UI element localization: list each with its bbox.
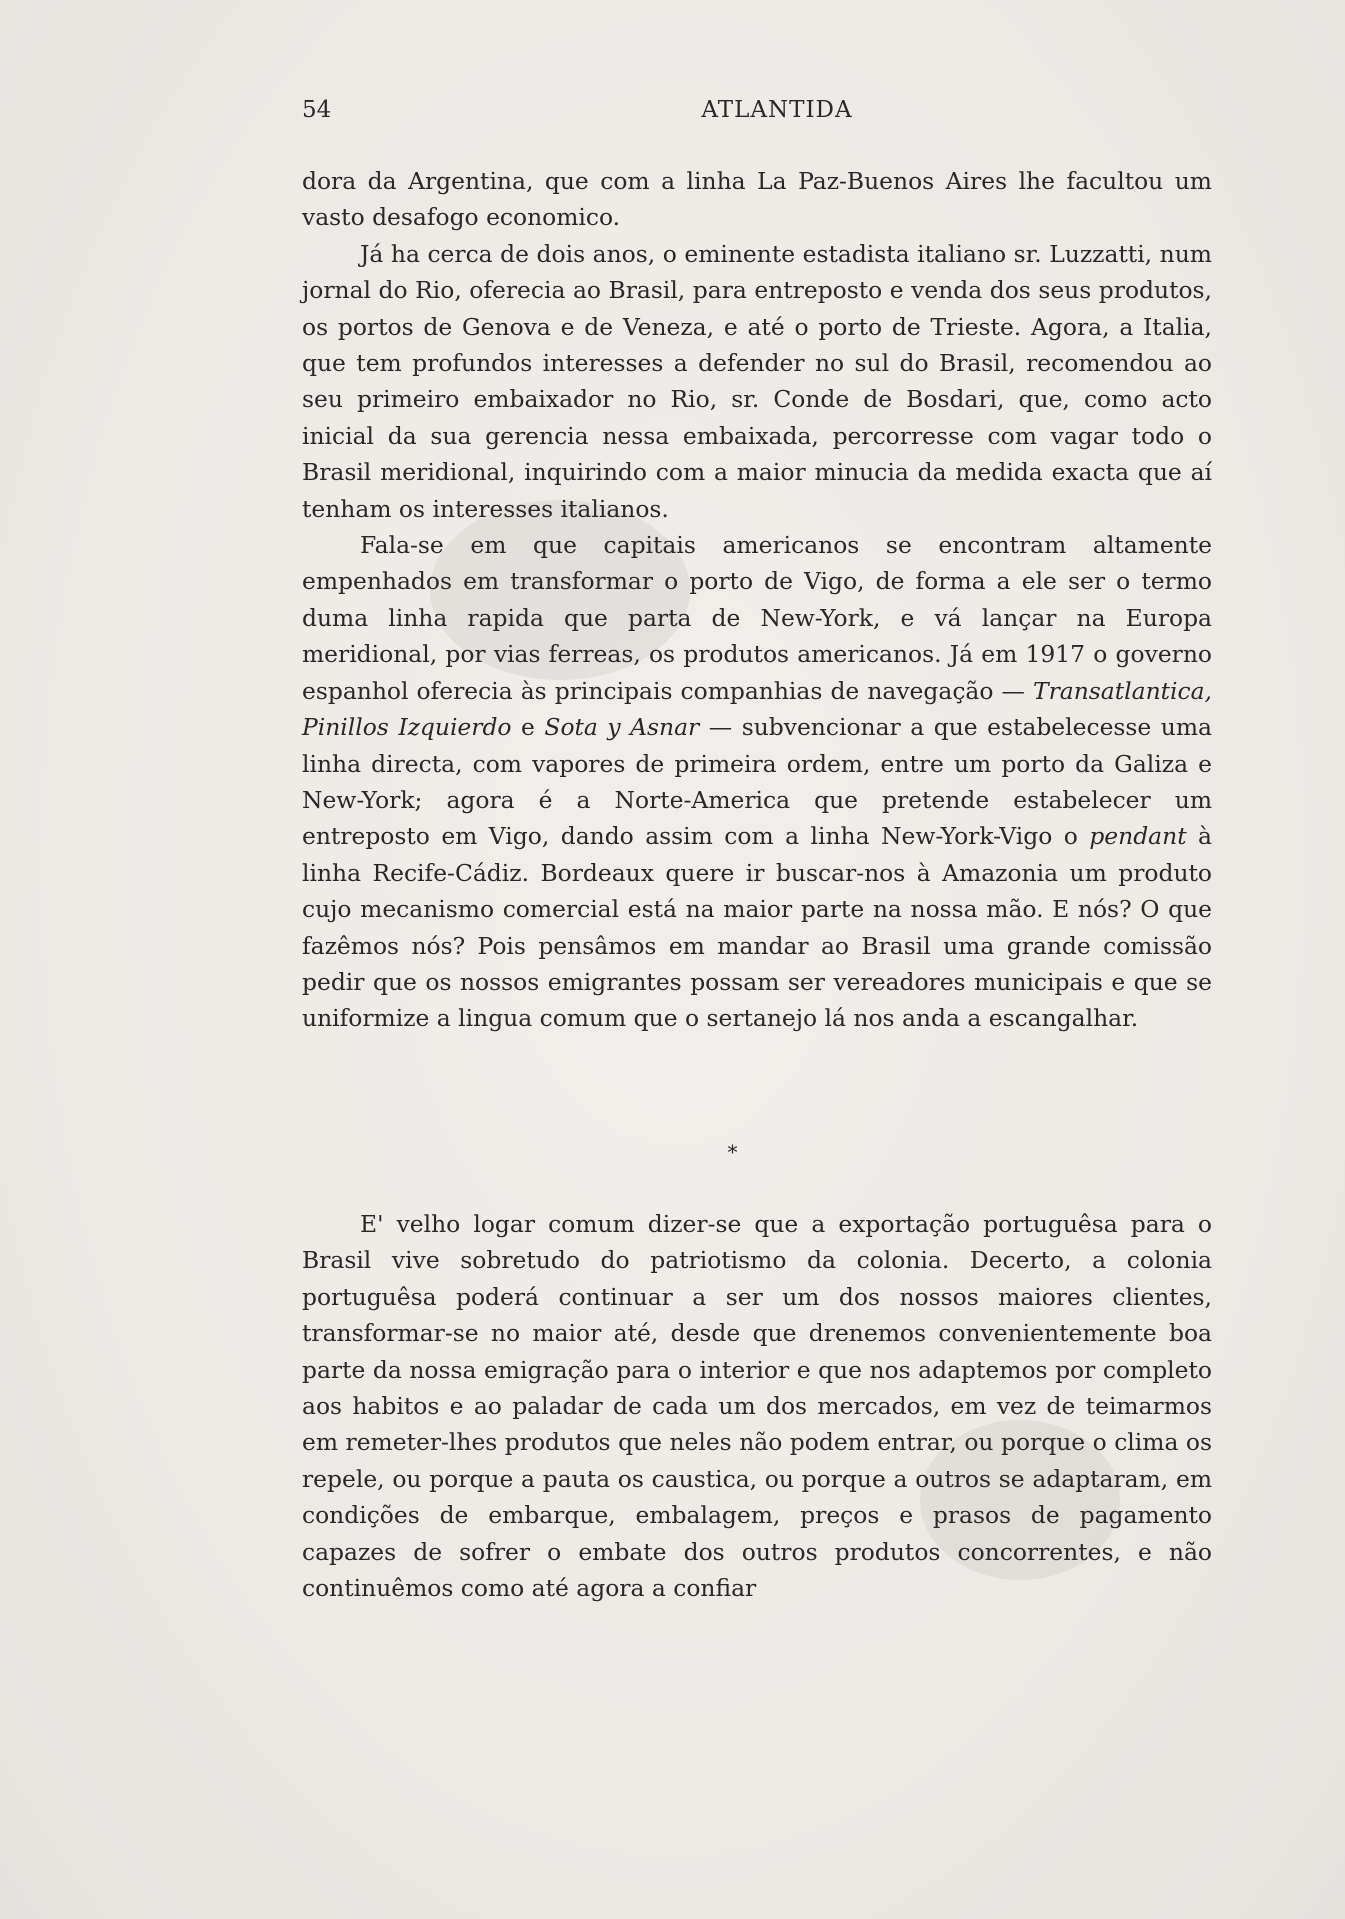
text-block-top	[302, 163, 1212, 1037]
italic-company-names: Transatlantica, Pinillos Izquierdo	[302, 676, 1212, 742]
text-block-bottom	[302, 1206, 1212, 1606]
paragraph-luzzatti: Já ha cerca de dois anos, o eminente estadista italiano sr. Luzzatti, num jornal do Rio, oferecia ao Brasil, para entreposto e venda dos seus produtos, os portos de Genova e de Veneza, e até o porto de Trieste. Agora, a Italia, que tem profundos interesses a defender no sul do Brasil, recomendou ao seu primeiro embaixador no Rio, sr. Conde de Bosdari, que, como acto inicial da sua gerencia nessa embaixada, percorresse com vagar todo o Brasil meridional, inquirindo com a maior minucia da medida exacta que aí tenham os interesses italianos.	[302, 239, 1212, 523]
paragraph-text: e	[511, 713, 545, 742]
page-number: 54	[302, 97, 332, 123]
section-break-ornament: *	[727, 1140, 738, 1164]
italic-company-name: Sota y Asnar	[544, 713, 700, 742]
paragraph-text: à linha Recife-Cádiz. Bordeaux quere ir buscar-nos à Amazonia um produto cujo mecanismo comercial está na maior parte na nossa mão. E nós? O que fazêmos nós? Pois pensâmos em mandar ao Brasil uma grande comissão pedir que os nossos emigrantes possam ser vereadores municipais e que se uniformize a lingua comum que o sertanejo lá nos anda a escangalhar.	[302, 822, 1212, 1033]
paragraph-text: — subvencionar a que estabelecesse uma linha directa, com vapores de primeira ordem, entre um porto da Galiza e New-York; agora é a Norte-America que pretende estabelecer um entreposto em Vigo, dando assim com a linha New-York-Vigo o	[302, 713, 1212, 851]
page-title: ATLANTIDA	[701, 97, 853, 123]
paragraph-continuation: dora da Argentina, que com a linha La Paz-Buenos Aires lhe facultou um vasto desafogo economico.	[302, 167, 1212, 232]
paragraph-vigo	[302, 527, 1212, 1037]
italic-word: pendant	[1089, 822, 1187, 851]
running-head	[302, 94, 1212, 126]
paragraph-exportacao: E' velho logar comum dizer-se que a exportação portuguêsa para o Brasil vive sobretudo do patriotismo da colonia. Decerto, a colonia portuguêsa poderá continuar a ser um dos nossos maiores clientes, transformar-se no maior até, desde que drenemos convenientemente boa parte da nossa emigração para o interior e que nos adaptemos por completo aos habitos e ao paladar de cada um dos mercados, em vez de teimarmos em remeter-lhes produtos que neles não podem entrar, ou porque o clima os repele, ou porque a pauta os caustica, ou porque a outros se adaptaram, em condições de embarque, embalagem, preços e prasos de pagamento capazes de sofrer o embate dos outros produtos concorrentes, e não continuêmos como até agora a confiar	[302, 1210, 1212, 1603]
paragraph-text: Fala-se em que capitais americanos se encontram altamente empenhados em transformar o porto de Vigo, de forma a ele ser o termo duma linha rapida que parta de New-York, e vá lançar na Europa meridional, por vias ferreas, os produtos americanos. Já em 1917 o governo espanhol oferecia às principais companhias de navegação —	[302, 531, 1212, 705]
